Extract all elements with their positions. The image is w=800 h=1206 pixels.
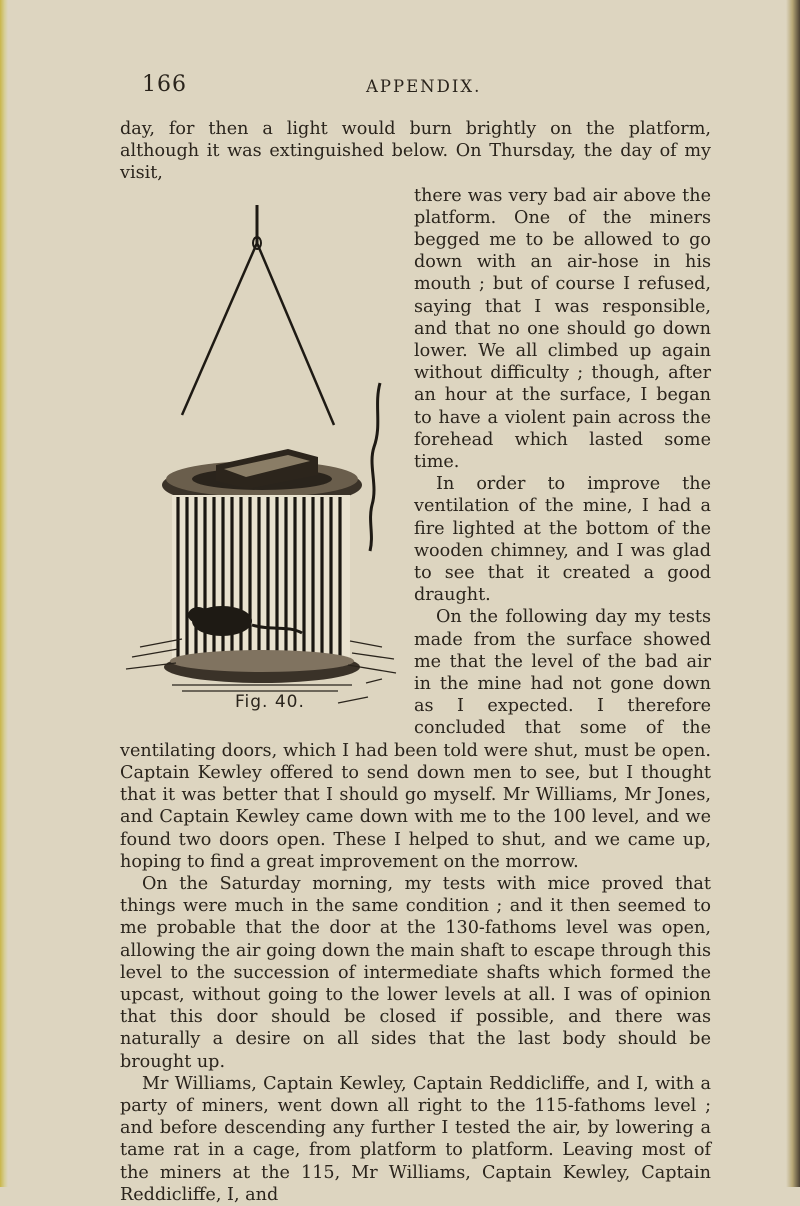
paragraph-5: Mr Williams, Captain Kewley, Captain Reddicliffe, and I, with a party of miners, went down all right to the 115-fathoms level ; and before descending any further I tested the air, by lowering a tame rat in a cage, from platform to platform. Leaving most of the miners at the 115, Mr Williams, Captain Kewley, Captain Reddicliffe, I, and [120, 1073, 711, 1205]
figure-caption: Fig. 40. [235, 691, 305, 712]
paragraph-1-intro: day, for then a light would burn brightly on the platform, although it was extinguished below. On Thursday, the day of my visit, [120, 119, 711, 184]
paragraph-3: On the following day my tests made from the surface showed me that the level of the bad air in the mine had not gone down as I expected. I therefore concluded that some of the ventilating doors, which I had been told were shut, must be open. Captain Kewley offered to send down men to see, but I thought that it was better that I should go myself. Mr Williams, Mr Jones, and Captain Kewley came down with me to the 100 level, and we found two doors open. These I helped to shut, and we came up, hoping to find a great improvement on the morrow. [120, 607, 711, 872]
body-text [120, 118, 711, 1206]
running-head: APPENDIX. [366, 77, 482, 96]
paragraph-1: there was very bad air above the platform. One of the miners begged me to be allowed to go down with an air-hose in his mouth ; but of course I refused, saying that I was responsible, and that no one should go down lower. We all climbed up again without difficulty ; though, after an hour at the surface, I began to have a violent pain across the forehead which lasted some time. [414, 185, 711, 473]
page-number: 166 [142, 72, 187, 97]
paragraph-2: In order to improve the ventilation of the mine, I had a fire lighted at the bottom of the wooden chimney, and I was glad to see that it created a good draught. [414, 474, 711, 606]
figure-40-container [112, 185, 406, 723]
rat-cage-illustration-icon [112, 185, 406, 723]
paragraph-4: On the Saturday morning, my tests with mice proved that things were much in the same condition ; and it then seemed to me probable that the door at the 130-fathoms level was open, allowing the air going down the main shaft to escape through this level to the succession of intermediate shafts which formed the upcast, without going to the lower levels at all. I was of opinion that this door should be closed if possible, and there was naturally a desire on all sides that the last body should be brought up. [120, 873, 711, 1072]
